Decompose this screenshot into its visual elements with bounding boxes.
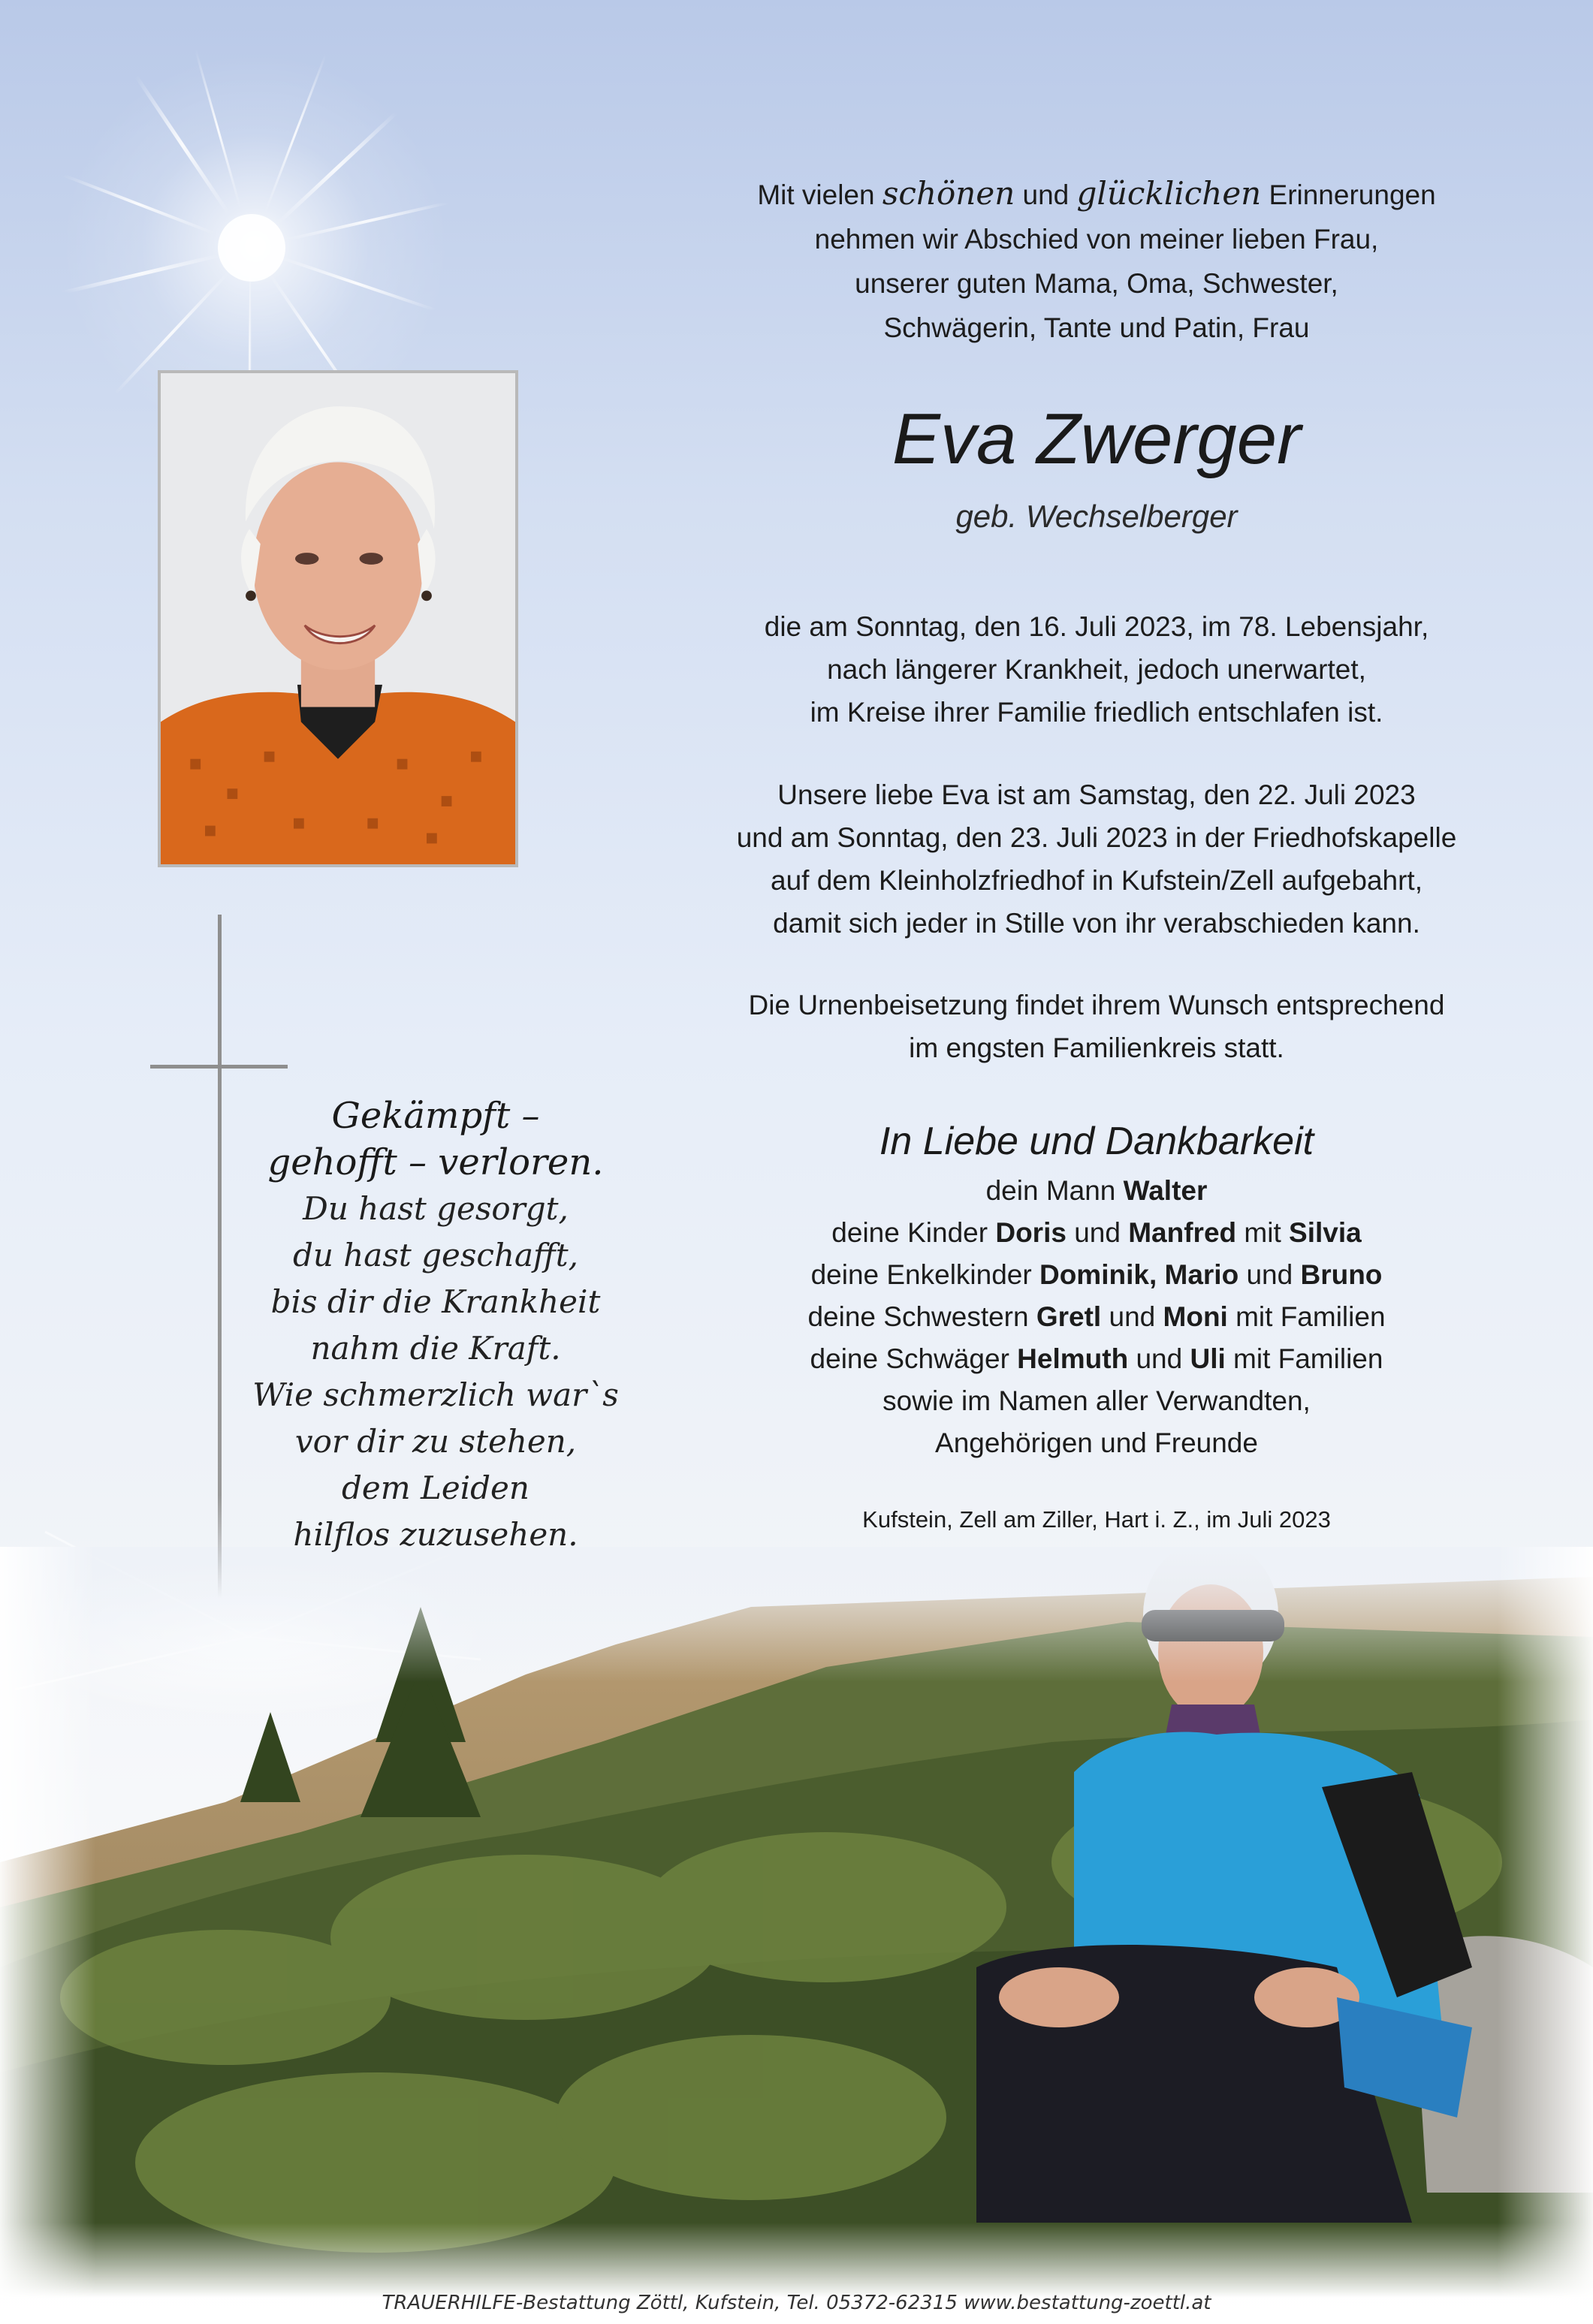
poem-line: du hast geschafft, <box>292 1237 579 1274</box>
intro-line <box>661 171 1532 217</box>
mountain-landscape-photo <box>0 1547 1593 2298</box>
poem-line: nahm die Kraft. <box>310 1330 561 1367</box>
death-notice-line: die am Sonntag, den 16. Juli 2023, im 78. Lebensjahr, <box>764 611 1429 642</box>
death-notice <box>661 605 1532 734</box>
family-name: Doris <box>995 1217 1067 1248</box>
laying-out-notice <box>661 773 1532 945</box>
memorial-poem <box>195 1093 676 1558</box>
family-line-friends: Angehörigen und Freunde <box>935 1427 1258 1458</box>
intro-fragment: Erinnerungen <box>1261 179 1436 210</box>
intro-line: nehmen wir Abschied von meiner lieben Frau, <box>814 224 1379 255</box>
family-fragment: mit <box>1236 1217 1290 1248</box>
family-fragment: deine Enkelkinder <box>810 1259 1039 1290</box>
laying-out-line: damit sich jeder in Stille von ihr verabschieden kann. <box>773 908 1420 939</box>
intro-fragment: und <box>1015 179 1077 210</box>
family-fragment: deine Schwestern <box>807 1301 1036 1332</box>
family-fragment: und <box>1066 1217 1129 1248</box>
poem-line: vor dir zu stehen, <box>294 1423 577 1460</box>
family-name: Helmuth <box>1017 1343 1129 1374</box>
death-notice-line: im Kreise ihrer Familie friedlich entschlafen ist. <box>810 697 1383 728</box>
poem-line: Wie schmerzlich war`s <box>252 1376 619 1413</box>
laying-out-line: Unsere liebe Eva ist am Samstag, den 22. Juli 2023 <box>777 779 1416 810</box>
family-name: Silvia <box>1289 1217 1362 1248</box>
place-and-date: Kufstein, Zell am Ziller, Hart i. Z., im Juli 2023 <box>862 1506 1331 1533</box>
family-fragment: und <box>1101 1301 1163 1332</box>
poem-line: bis dir die Krankheit <box>270 1283 601 1320</box>
family-name: Moni <box>1163 1301 1228 1332</box>
intro-text <box>661 171 1532 350</box>
family-name: Manfred <box>1128 1217 1237 1248</box>
family-name: Dominik, Mario <box>1039 1259 1239 1290</box>
family-fragment: deine Schwäger <box>810 1343 1018 1374</box>
family-fragment: mit Familien <box>1227 1301 1386 1332</box>
intro-line: Schwägerin, Tante und Patin, Frau <box>883 312 1310 343</box>
family-name: Uli <box>1190 1343 1226 1374</box>
family-line-brothers-in-law <box>661 1338 1532 1380</box>
family-list <box>661 1170 1532 1464</box>
portrait-photo <box>158 370 518 867</box>
urn-burial-notice <box>661 984 1532 1069</box>
laying-out-line: und am Sonntag, den 23. Juli 2023 in der Friedhofskapelle <box>736 822 1457 853</box>
poem-line: Gekämpft – <box>331 1095 540 1137</box>
family-line-relatives: sowie im Namen aller Verwandten, <box>882 1385 1311 1416</box>
urn-burial-line: im engsten Familienkreis statt. <box>909 1032 1284 1063</box>
family-name: Bruno <box>1300 1259 1383 1290</box>
family-line-husband <box>661 1170 1532 1212</box>
intro-line: unserer guten Mama, Oma, Schwester, <box>855 268 1338 299</box>
poem-line: gehofft – verloren. <box>267 1141 604 1183</box>
family-line-grandchildren <box>661 1254 1532 1296</box>
death-notice-line: nach längerer Krankheit, jedoch unerwartet, <box>827 654 1366 685</box>
family-name: Walter <box>1123 1175 1208 1206</box>
intro-emphasis: glücklichen <box>1076 175 1262 212</box>
poem-line: hilflos zuzusehen. <box>293 1516 578 1553</box>
intro-fragment: Mit vielen <box>757 179 882 210</box>
laying-out-line: auf dem Kleinholzfriedhof in Kufstein/Zell aufgebahrt, <box>771 865 1423 896</box>
poem-line: Du hast gesorgt, <box>303 1190 569 1227</box>
family-fragment: und <box>1238 1259 1301 1290</box>
urn-burial-line: Die Urnenbeisetzung findet ihrem Wunsch entsprechend <box>748 990 1445 1020</box>
family-fragment: dein Mann <box>985 1175 1124 1206</box>
family-fragment: und <box>1128 1343 1190 1374</box>
deceased-name: Eva Zwerger <box>892 399 1302 479</box>
family-name: Gretl <box>1036 1301 1102 1332</box>
family-line-children <box>661 1212 1532 1254</box>
memorial-cross-horizontal <box>150 1065 288 1069</box>
funeral-home-footer: TRAUERHILFE-Bestattung Zöttl, Kufstein, Tel. 05372-62315 www.bestattung-zoettl.at <box>382 2292 1211 2314</box>
intro-emphasis: schönen <box>882 175 1015 212</box>
family-fragment: mit Familien <box>1225 1343 1383 1374</box>
closing-heading: In Liebe und Dankbarkeit <box>879 1120 1314 1163</box>
family-line-sisters <box>661 1296 1532 1338</box>
poem-line: dem Leiden <box>342 1469 529 1506</box>
birth-name: geb. Wechselberger <box>955 499 1238 534</box>
family-fragment: deine Kinder <box>831 1217 996 1248</box>
